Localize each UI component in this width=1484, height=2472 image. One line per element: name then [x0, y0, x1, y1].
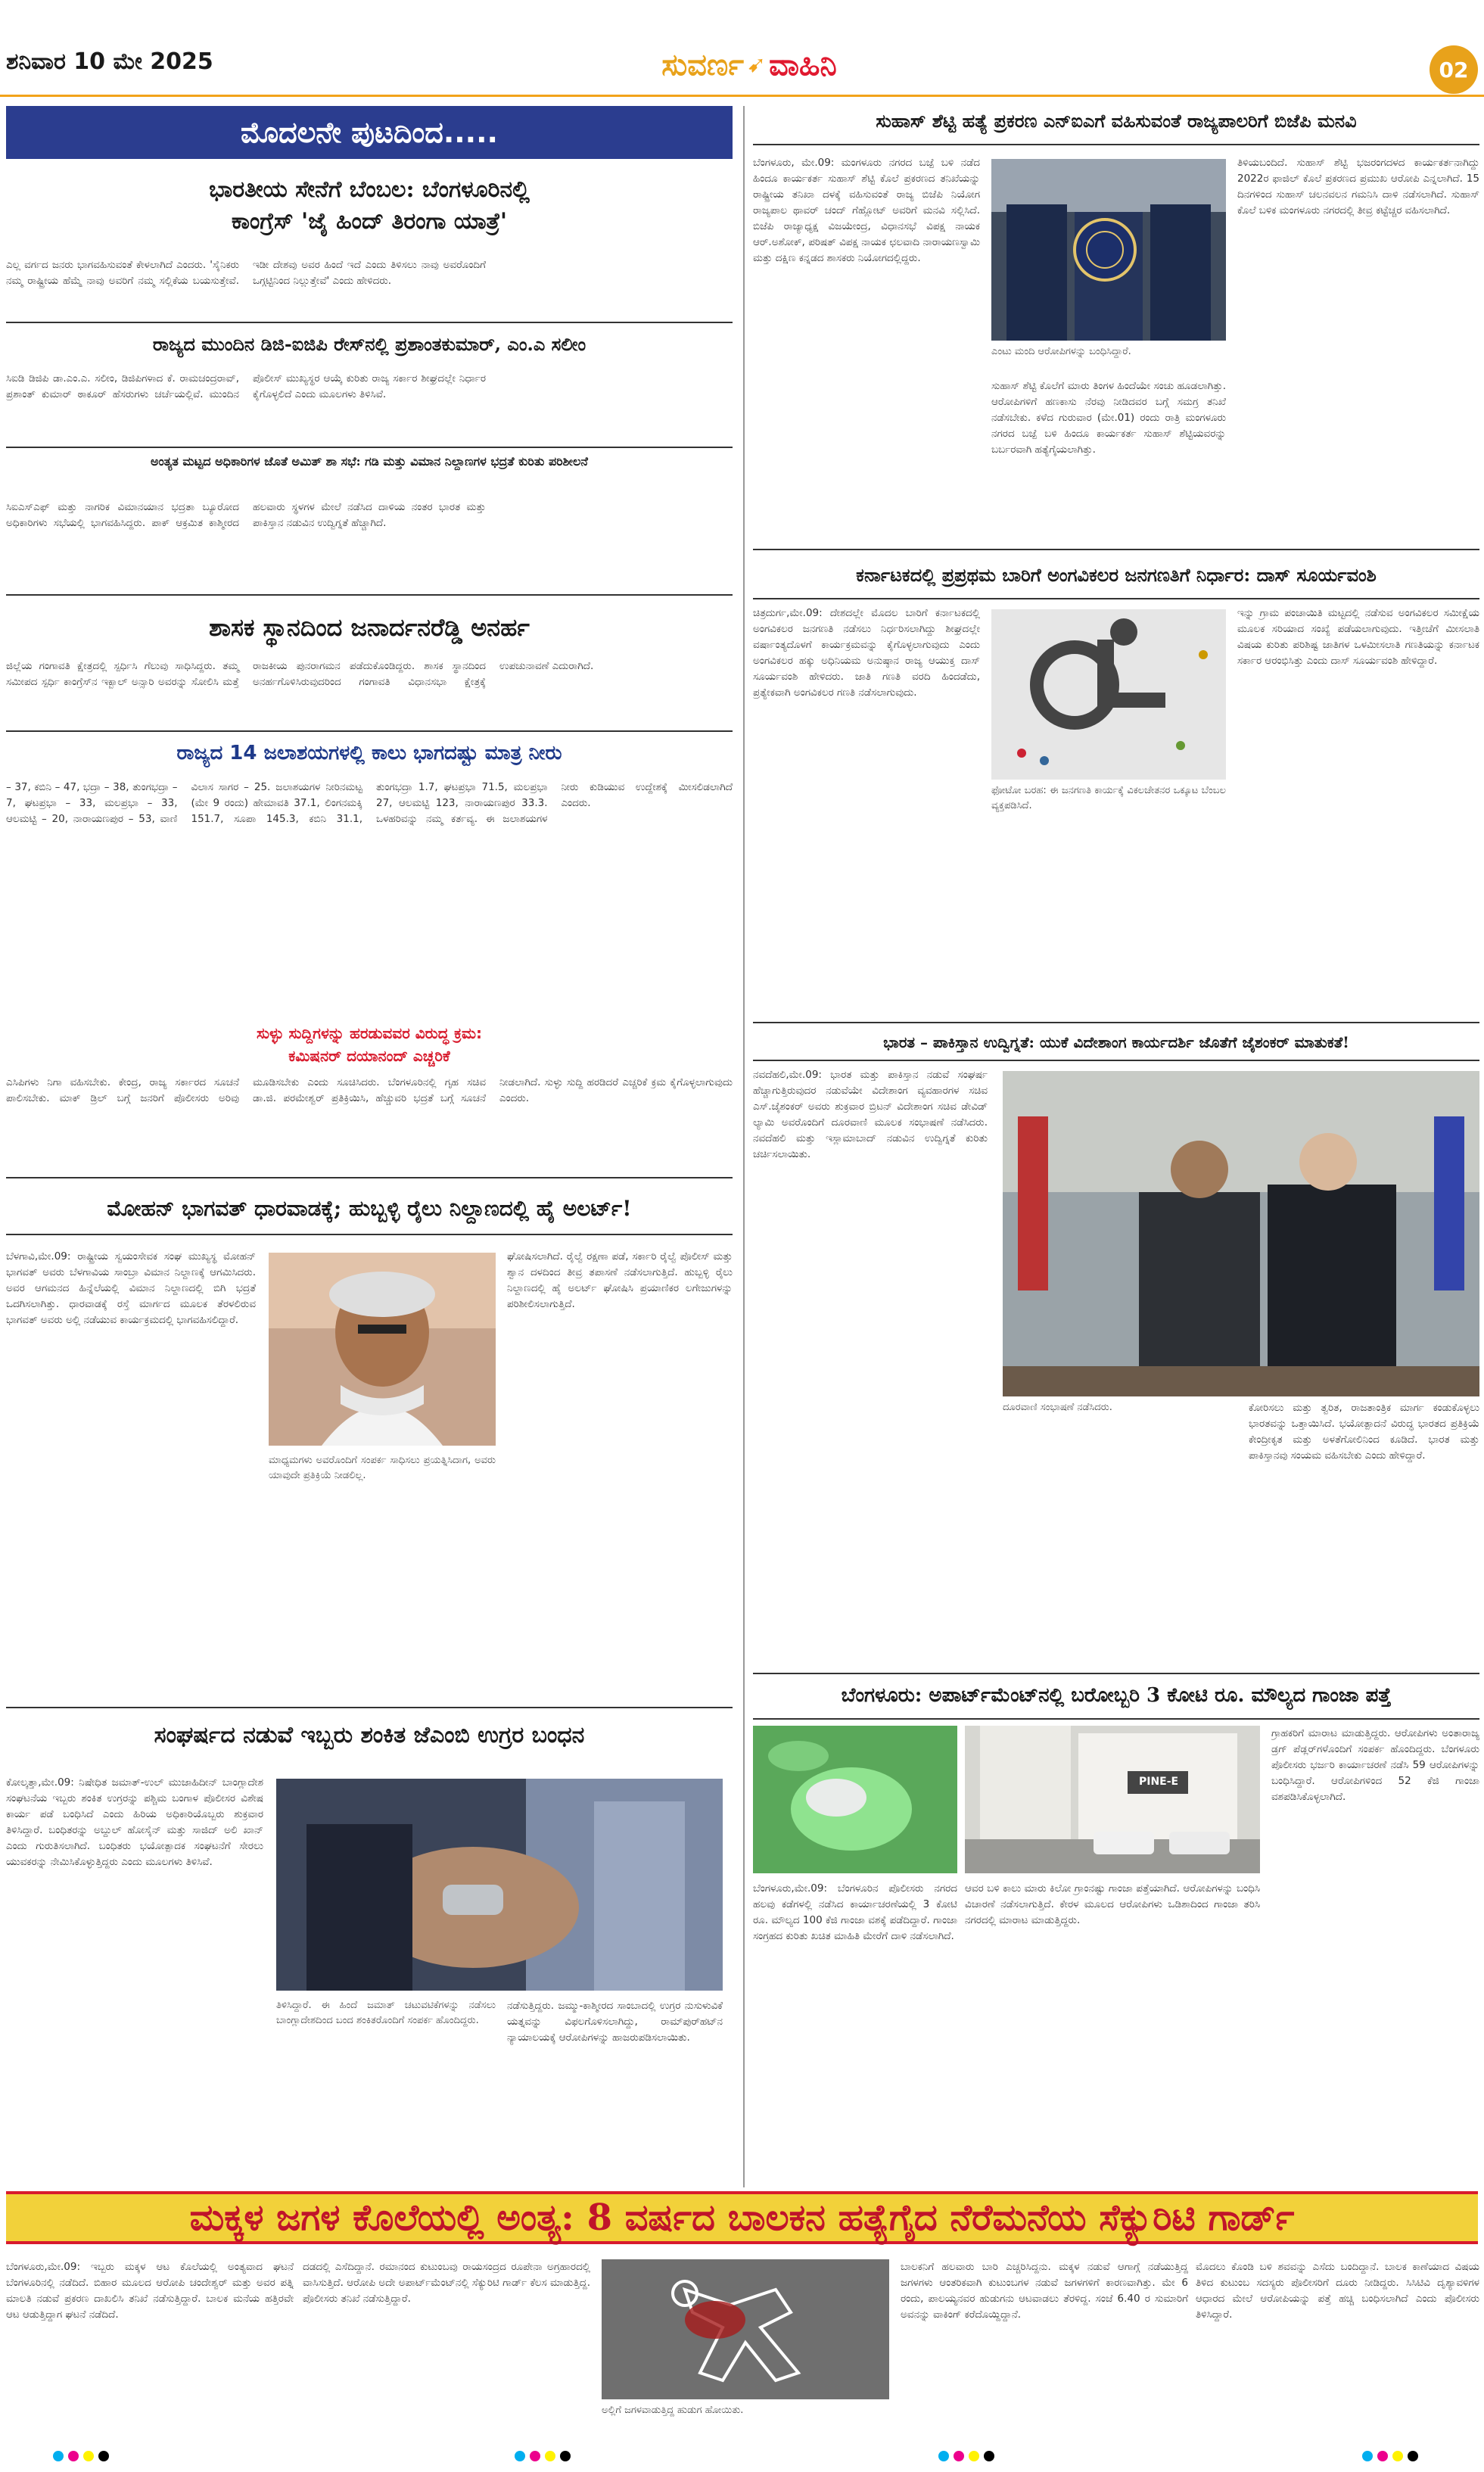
- story8-body-left: ಕೋಲ್ಕತ್ತಾ,ಮೇ.09: ನಿಷೇಧಿತ ಜಮಾತ್-ಉಲ್ ಮುಜಾಹಿದೀನ್ ಬಾಂಗ್ಲಾದೇಶ ಸಂಘಟನೆಯ ಇಬ್ಬರು ಶಂಕಿತ ಉಗ್ರರನ್ನು ಪಶ್ಚಿಮ ಬಂಗಾಳ ಪೊಲೀಸರ ವಿಶೇಷ ಕಾರ್ಯ ಪಡೆ ಬಂಧಿಸಿದೆ ಎಂದು ಹಿರಿಯ ಅಧಿಕಾರಿಯೊಬ್ಬರು ಶುಕ್ರವಾರ ತಿಳಿಸಿದ್ದಾರೆ. ಬಂಧಿತರನ್ನು ಅಬ್ದುಲ್ ಹೋಸೈನ್ ಮತ್ತು ಸಾಜಿದ್ ಅಲಿ ಖಾನ್ ಎಂದು ಗುರುತಿಸಲಾಗಿದೆ. ಬಂಧಿತರು ಭಯೋತ್ಪಾದಕ ಸಂಘಟನೆಗೆ ಸೇರಲು ಯುವಕರನ್ನು ನೇಮಿಸಿಕೊಳ್ಳುತ್ತಿದ್ದರು ಎಂದು ಮೂಲಗಳು ತಿಳಿಸಿವೆ.: [6, 1776, 263, 1868]
- registration-marks-center-left: [515, 2451, 571, 2461]
- bhagwat-photo: [269, 1253, 496, 1446]
- bottom-banner: [6, 2191, 1478, 2244]
- column-divider: [743, 106, 745, 2187]
- body-outline-icon: [602, 2259, 889, 2399]
- header-rule: [0, 95, 1484, 97]
- rstory1-headline: ಸುಹಾಸ್ ಶೆಟ್ಟಿ ಹತ್ಯೆ ಪ್ರಕರಣ ಎನ್‌ಐಎಗೆ ವಹಿಸುವಂತೆ ರಾಜ್ಯಪಾಲರಿಗೆ ಬಿಜೆಪಿ ಮನವಿ: [876, 110, 1357, 132]
- divider: [6, 1177, 733, 1178]
- handcuff-photo-icon: [276, 1779, 723, 1991]
- rstory4-body-left: ಬೆಂಗಳೂರು,ಮೇ.09: ಬೆಂಗಳೂರಿನ ಪೊಲೀಸರು ನಗರದ ಹಲವು ಕಡೆಗಳಲ್ಲಿ ನಡೆಸಿದ ಕಾರ್ಯಾಚರಣೆಯಲ್ಲಿ 3 ಕೋಟಿ ರೂ. ಮೌಲ್ಯದ 100 ಕೆಜಿ ಗಾಂಜಾ ವಶಕ್ಕೆ ಪಡೆದಿದ್ದಾರೆ. ಗಾಂಜಾ ಸಂಗ್ರಹದ ಕುರಿತು ಖಚಿತ ಮಾಹಿತಿ ಮೇರೆಗೆ ದಾಳಿ ನಡೆಸಲಾಗಿದೆ.: [753, 1882, 957, 1942]
- bottom-headline: ಮಕ್ಕಳ ಜಗಳ ಕೊಲೆಯಲ್ಲಿ ಅಂತ್ಯ: 8 ವರ್ಷದ ಬಾಲಕನ ಹತ್ಯೆಗೈದ ನೆರೆಮನೆಯ ಸೆಕ್ಯುರಿಟಿ ಗಾರ್ಡ್: [189, 2196, 1295, 2239]
- seized-drugs-icon: [753, 1726, 957, 1873]
- rstory4-headline: ಬೆಂಗಳೂರು: ಅಪಾರ್ಟ್‌ಮೆಂಟ್‌ನಲ್ಲಿ ಬರೋಬ್ಬರಿ 3 ಕೋಟಿ ರೂ. ಮೌಲ್ಯದ ಗಾಂಜಾ ಪತ್ತೆ: [841, 1684, 1392, 1707]
- story4-headline: ಶಾಸಕ ಸ್ಥಾನದಿಂದ ಜನಾರ್ದನರೆಡ್ಡಿ ಅನರ್ಹ: [209, 613, 530, 642]
- section-banner: ಮೊದಲನೇ ಪುಟದಿಂದ.....: [6, 106, 733, 159]
- story6-headline: ಸುಳ್ಳು ಸುದ್ದಿಗಳನ್ನು ಹರಡುವವರ ವಿರುದ್ಧ ಕ್ರಮ: ಕಮಿಷನರ್ ದಯಾನಂದ್ ಎಚ್ಚರಿಕೆ: [257, 1024, 482, 1065]
- divider: [6, 730, 733, 732]
- bhagwat-photo-icon: [269, 1253, 496, 1446]
- logo-text-part1: ಸುವರ್ಣ: [661, 46, 745, 83]
- divider: [6, 322, 733, 323]
- divider: [753, 1060, 1479, 1061]
- story7-body-left: ಬೆಳಗಾವಿ,ಮೇ.09: ರಾಷ್ಟ್ರೀಯ ಸ್ವಯಂಸೇವಕ ಸಂಘ ಮುಖ್ಯಸ್ಥ ಮೋಹನ್ ಭಾಗವತ್ ಅವರು ಬೆಳಗಾವಿಯ ಸಾಂಬ್ರಾ ವಿಮಾನ ನಿಲ್ದಾಣಕ್ಕೆ ಆಗಮಿಸಿದರು. ಅವರ ಆಗಮನದ ಹಿನ್ನೆಲೆಯಲ್ಲಿ ವಿಮಾನ ನಿಲ್ದಾಣದಲ್ಲಿ ಬಿಗಿ ಭದ್ರತೆ ಒದಗಿಸಲಾಗಿತ್ತು. ಧಾರವಾಡಕ್ಕೆ ರಸ್ತೆ ಮಾರ್ಗದ ಮೂಲಕ ತೆರಳಲಿರುವ ಭಾಗವತ್ ಅವರು ಅಲ್ಲಿ ನಡೆಯುವ ಕಾರ್ಯಕ್ರಮದಲ್ಲಿ ಭಾಗವಹಿಸಲಿದ್ದಾರೆ.: [6, 1250, 256, 1326]
- ganja-photo: [753, 1726, 957, 1873]
- bottom-col2: ದಡದಲ್ಲಿ ಎಸೆದಿದ್ದಾನೆ. ರಮಾನಂದ ಕುಟುಂಬವು ರಾಯಸಂದ್ರದ ರೂಪೇನಾ ಅಗ್ರಹಾರದಲ್ಲಿ ವಾಸಿಸುತ್ತಿದೆ. ಆರೋಪಿ ಅದೇ ಅಪಾರ್ಟ್‌ಮೆಂಟ್‌ನಲ್ಲಿ ಸೆಕ್ಯುರಿಟಿ ಗಾರ್ಡ್ ಕೆಲಸ ಮಾಡುತ್ತಿದ್ದ. ಪೊಲೀಸರು ತನಿಖೆ ನಡೆಸುತ್ತಿದ್ದಾರೆ.: [303, 2261, 590, 2305]
- story8-headline: ಸಂಘರ್ಷದ ನಡುವೆ ಇಬ್ಬರು ಶಂಕಿತ ಜೆಎಂಬಿ ಉಗ್ರರ ಬಂಧನ: [154, 1722, 585, 1748]
- rstory1-body-left: ಬೆಂಗಳೂರು, ಮೇ.09: ಮಂಗಳೂರು ನಗರದ ಬಜ್ಪೆ ಬಳಿ ನಡೆದ ಹಿಂದೂ ಕಾರ್ಯಕರ್ತ ಸುಹಾಸ್ ಶೆಟ್ಟಿ ಕೊಲೆ ಪ್ರಕರಣದ ತನಿಖೆಯನ್ನು ರಾಷ್ಟ್ರೀಯ ತನಿಖಾ ದಳಕ್ಕೆ ವಹಿಸುವಂತೆ ರಾಜ್ಯ ಬಿಜೆಪಿ ನಿಯೋಗ ರಾಜ್ಯಪಾಲ ಥಾವರ್ ಚಂದ್ ಗೆಹ್ಲೋಟ್ ಅವರಿಗೆ ಮನವಿ ಸಲ್ಲಿಸಿದೆ. ಬಿಜೆಪಿ ರಾಜ್ಯಾಧ್ಯಕ್ಷ ವಿಜಯೇಂದ್ರ, ವಿಧಾನಸಭೆ ವಿಪಕ್ಷ ನಾಯಕ ಆರ್.ಅಶೋಕ್, ಪರಿಷತ್ ವಿಪಕ್ಷ ನಾಯಕ ಛಲವಾದಿ ನಾರಾಯಣಸ್ವಾಮಿ ಮತ್ತು ದಕ್ಷಿಣ ಕನ್ನಡದ ಶಾಸಕರು ನಿಯೋಗದಲ್ಲಿದ್ದರು.: [753, 157, 980, 264]
- divider: [753, 1022, 1479, 1023]
- nia-photo: [991, 159, 1226, 341]
- divider: [6, 447, 733, 448]
- story7-body-right: ಘೋಷಿಸಲಾಗಿದೆ. ರೈಲ್ವೆ ರಕ್ಷಣಾ ಪಡೆ, ಸರ್ಕಾರಿ ರೈಲ್ವೆ ಪೊಲೀಸ್ ಮತ್ತು ಶ್ವಾನ ದಳದಿಂದ ತೀವ್ರ ತಪಾಸಣೆ ನಡೆಸಲಾಗುತ್ತಿದೆ. ಹುಬ್ಬಳ್ಳಿ ರೈಲು ನಿಲ್ದಾಣದಲ್ಲಿ ಹೈ ಅಲರ್ಟ್ ಘೋಷಿಸಿ ಪ್ರಯಾಣಿಕರ ಲಗೇಜುಗಳನ್ನು ಪರಿಶೀಲಿಸಲಾಗುತ್ತಿದೆ.: [507, 1250, 733, 1310]
- bottom-photo-caption: ಅಲ್ಲಿಗೆ ಜಗಳವಾಡುತ್ತಿದ್ದ ಹುಡುಗ ಹೋಯಿತು.: [602, 2405, 744, 2416]
- rstory2-body-left: ಚಿತ್ರದುರ್ಗ,ಮೇ.09: ದೇಶದಲ್ಲೇ ಮೊದಲ ಬಾರಿಗೆ ಕರ್ನಾಟಕದಲ್ಲಿ ಅಂಗವಿಕಲರ ಜನಗಣತಿ ನಡೆಸಲು ನಿರ್ಧರಿಸಲಾಗಿದ್ದು ಶೀಘ್ರದಲ್ಲೇ ವರ್ಷಾಂತ್ಯದೊಳಗೆ ಕಾರ್ಯಕ್ರಮವನ್ನು ಕೈಗೊಳ್ಳಲಾಗುವುದು ಎಂದು ಅಂಗವಿಕಲರ ಹಕ್ಕು ಅಧಿನಿಯಮ ಅನುಷ್ಠಾನ ರಾಜ್ಯ ಆಯುಕ್ತ ದಾಸ್ ಸೂರ್ಯವಂಶಿ ಹೇಳಿದರು. ಜಾತಿ ಗಣತಿ ವರದಿ ಹಿಂದಡೆದು, ಪ್ರತ್ಯೇಕವಾಗಿ ಅಂಗವಿಕಲರ ಗಣತಿ ನಡೆಸಲಾಗುವುದು.: [753, 607, 980, 699]
- page-number-badge: 02: [1430, 45, 1478, 94]
- divider: [6, 1707, 733, 1708]
- story3-body: ಸಿಐಎಸ್‌ಎಫ್ ಮತ್ತು ನಾಗರಿಕ ವಿಮಾನಯಾನ ಭದ್ರತಾ ಬ್ಯೂರೋದ ಅಧಿಕಾರಿಗಳು ಸಭೆಯಲ್ಲಿ ಭಾಗವಹಿಸಿದ್ದರು. ಪಾಕ್ ಆಕ್ರಮಿತ ಕಾಶ್ಮೀರದ ಹಲವಾರು ಸ್ಥಳಗಳ ಮೇಲೆ ನಡೆಸಿದ ದಾಳಿಯ ನಂತರ ಭಾರತ ಮತ್ತು ಪಾಕಿಸ್ತಾನ ನಡುವಿನ ಉದ್ವಿಗ್ನತೆ ಹೆಚ್ಚಾಗಿದೆ.: [6, 501, 486, 529]
- story4-body: ಜಿಲ್ಲೆಯ ಗಂಗಾವತಿ ಕ್ಷೇತ್ರದಲ್ಲಿ ಸ್ಪರ್ಧಿಸಿ ಗೆಲುವು ಸಾಧಿಸಿದ್ದರು. ತಮ್ಮ ಸಮೀಪದ ಸ್ಪರ್ಧಿ ಕಾಂಗ್ರೆಸ್‌ನ ಇಕ್ಬಾಲ್ ಅನ್ಸಾರಿ ಅವರನ್ನು ಸೋಲಿಸಿ ಮತ್ತೆ ರಾಜಕೀಯ ಪುನರಾಗಮನ ಪಡೆದುಕೊಂಡಿದ್ದರು. ಶಾಸಕ ಸ್ಥಾನದಿಂದ ಅನರ್ಹಗೊಳಿಸಿರುವುದರಿಂದ ಗಂಗಾವತಿ ವಿಧಾನಸಭಾ ಕ್ಷೇತ್ರಕ್ಕೆ ಉಪಚುನಾವಣೆ ಎದುರಾಗಿದೆ.: [6, 660, 594, 688]
- registration-marks-right: [1362, 2451, 1418, 2461]
- page-date: ಶನಿವಾರ 10 ಮೇ 2025: [6, 48, 213, 75]
- rstory2-headline: ಕರ್ನಾಟಕದಲ್ಲಿ ಪ್ರಪ್ರಥಮ ಬಾರಿಗೆ ಅಂಗವಿಕಲರ ಜನಗಣತಿಗೆ ನಿರ್ಧಾರ: ದಾಸ್ ಸೂರ್ಯವಂಶಿ: [856, 564, 1377, 586]
- story2-headline: ರಾಜ್ಯದ ಮುಂದಿನ ಡಿಜಿ-ಐಜಿಪಿ ರೇಸ್‌ನಲ್ಲಿ ಪ್ರಶಾಂತಕುಮಾರ್, ಎಂ.ಎ ಸಲೀಂ: [152, 333, 586, 355]
- bottom-col1: ಬೆಂಗಳೂರು,ಮೇ.09: ಇಬ್ಬರು ಮಕ್ಕಳ ಆಟ ಕೊಲೆಯಲ್ಲಿ ಅಂತ್ಯವಾದ ಘಟನೆ ಬೆಂಗಳೂರಿನಲ್ಲಿ ನಡೆದಿದೆ. ಬಿಹಾರ ಮೂಲದ ಆರೋಪಿ ಚಂದೇಶ್ವರ್ ಮತ್ತು ಅವರ ಪತ್ನಿ ಮಾಲತಿ ನಡುವೆ ಪ್ರಕರಣ ದಾಖಲಿಸಿ ತನಿಖೆ ನಡೆಸುತ್ತಿದ್ದಾರೆ. ಬಾಲಕ ಮನೆಯ ಹತ್ತಿರವೇ ಆಟ ಆಡುತ್ತಿದ್ದಾಗ ಘಟನೆ ನಡೆದಿದೆ.: [6, 2261, 294, 2321]
- rstory2-body-right: ಇನ್ನು ಗ್ರಾಮ ಪಂಚಾಯಿತಿ ಮಟ್ಟದಲ್ಲಿ ನಡೆಸುವ ಅಂಗವಿಕಲರ ಸಮೀಕ್ಷೆಯ ಮೂಲಕ ಸರಿಯಾದ ಸಂಖ್ಯೆ ಪಡೆಯಲಾಗುವುದು. ಇತ್ತೀಚೆಗೆ ಮೀಸಲಾತಿ ವಿಷಯ ಕುರಿತು ಪರಿಶಿಷ್ಟ ಜಾತಿಗಳ ಒಳಮೀಸಲಾತಿ ಗಣತಿಯನ್ನು ಕರ್ನಾಟಕ ಸರ್ಕಾರ ಆರಂಭಿಸಿತ್ತು ಎಂದು ದಾಸ್ ಸೂರ್ಯವಂಶಿ ಹೇಳಿದ್ದಾರೆ.: [1237, 607, 1479, 667]
- divider: [6, 594, 733, 596]
- wheelchair-crowd-icon: [991, 609, 1226, 780]
- rstory2-photo-caption: ಫೋಟೋ ಬರಹ: ಈ ಜನಗಣತಿ ಕಾರ್ಯಕ್ಕೆ ವಿಕಲಚೇತನರ ಒಕ್ಕೂಟ ಬೆಂಬಲ ವ್ಯಕ್ತಪಡಿಸಿದೆ.: [991, 785, 1226, 812]
- diplomats-meeting-icon: [1003, 1071, 1479, 1396]
- registration-marks-left: [53, 2451, 109, 2461]
- rstory1-body-right: ತಿಳಿಯಬಂದಿದೆ. ಸುಹಾಸ್ ಶೆಟ್ಟಿ ಭಜರಂಗದಳದ ಕಾರ್ಯಕರ್ತನಾಗಿದ್ದು 2022ರ ಫಾಜಿಲ್ ಕೊಲೆ ಪ್ರಕರಣದ ಪ್ರಮುಖ ಆರೋಪಿ ಎನ್ನಲಾಗಿದೆ. 15 ದಿನಗಳಿಂದ ಸುಹಾಸ್ ಚಲನವಲನ ಗಮನಿಸಿ ದಾಳಿ ನಡೆಸಲಾಗಿದೆ. ಸುಹಾಸ್ ಕೊಲೆ ಬಳಿಕ ಮಂಗಳೂರು ನಗರದಲ್ಲಿ ತೀವ್ರ ಕಟ್ಟೆಚ್ಚರ ವಹಿಸಲಾಗಿದೆ.: [1237, 157, 1479, 216]
- masthead-logo: [590, 42, 908, 87]
- crime-scene-photo: [602, 2259, 889, 2399]
- divider: [753, 1673, 1479, 1674]
- story8-photo-caption: ತಿಳಿಸಿದ್ದಾರೆ. ಈ ಹಿಂದೆ ಜಮಾತ್ ಚಟುವಟಿಕೆಗಳನ್ನು ನಡೆಸಲು ಬಾಂಗ್ಲಾದೇಶದಿಂದ ಬಂದ ಶಂಕಿತರೊಂದಿಗೆ ಸಂಪರ್ಕ ಹೊಂದಿದ್ದರು.: [276, 2000, 496, 2027]
- rstory3-body-right: ಕೋರಿಸಲು ಮತ್ತು ತ್ವರಿತ, ರಾಜತಾಂತ್ರಿಕ ಮಾರ್ಗ ಕಂಡುಕೊಳ್ಳಲು ಭಾರತವನ್ನು ಒತ್ತಾಯಿಸಿದೆ. ಭಯೋತ್ಪಾದನೆ ವಿರುದ್ಧ ಭಾರತದ ಪ್ರತಿಕ್ರಿಯೆ ಕೇಂದ್ರೀಕೃತ ಮತ್ತು ಅಳತೆಗೋಲಿನಿಂದ ಕೂಡಿದೆ. ಭಾರತ ಮತ್ತು ಪಾಕಿಸ್ತಾನವು ಸಂಯಮ ವಹಿಸಬೇಕು ಎಂದು ಹೇಳಿದ್ದಾರೆ.: [1249, 1402, 1479, 1462]
- divider: [6, 1234, 733, 1235]
- rstory3-body-left: ನವದೆಹಲಿ,ಮೇ.09: ಭಾರತ ಮತ್ತು ಪಾಕಿಸ್ತಾನ ನಡುವೆ ಸಂಘರ್ಷ ಹೆಚ್ಚಾಗುತ್ತಿರುವುದರ ನಡುವೆಯೇ ವಿದೇಶಾಂಗ ವ್ಯವಹಾರಗಳ ಸಚಿವ ಎಸ್.ಜೈಶಂಕರ್ ಅವರು ಶುಕ್ರವಾರ ಬ್ರಿಟನ್ ವಿದೇಶಾಂಗ ಸಚಿವ ಡೇವಿಡ್ ಲ್ಯಾಮಿ ಅವರೊಂದಿಗೆ ದೂರವಾಣಿ ಮೂಲಕ ಸಂಭಾಷಣೆ ನಡೆಸಿದರು. ನವದೆಹಲಿ ಮತ್ತು ಇಸ್ಲಾಮಾಬಾದ್ ನಡುವಿನ ಉದ್ವಿಗ್ನತೆ ಕುರಿತು ಚರ್ಚಿಸಲಾಯಿತು.: [753, 1069, 988, 1160]
- story7-headline: ಮೋಹನ್ ಭಾಗವತ್ ಧಾರವಾಡಕ್ಕೆ; ಹುಬ್ಬಳ್ಳಿ ರೈಲು ನಿಲ್ದಾಣದಲ್ಲಿ ಹೈ ಅಲರ್ಟ್!: [107, 1196, 632, 1221]
- story3-headline: ಅಂತ್ಯತ ಮಟ್ಟದ ಅಧಿಕಾರಿಗಳ ಜೊತೆ ಅಮಿತ್ ಶಾ ಸಭೆ: ಗಡಿ ಮತ್ತು ವಿಮಾನ ನಿಲ್ದಾಣಗಳ ಭದ್ರತೆ ಕುರಿತು ಪರಿಶೀಲನೆ: [151, 454, 588, 469]
- story1-body: ಎಲ್ಲ ವರ್ಗದ ಜನರು ಭಾಗವಹಿಸುವಂತೆ ಕೇಳಲಾಗಿದೆ ಎಂದರು. 'ಸೈನಿಕರು ನಮ್ಮ ರಾಷ್ಟ್ರೀಯ ಹೆಮ್ಮೆ ನಾವು ಅವರಿಗೆ ನಮ್ಮ ಸಲ್ಲಿಕೆಯ ಬಯಸುತ್ತೇವೆ. ಇಡೀ ದೇಶವು ಅವರ ಹಿಂದೆ ಇದೆ ಎಂದು ತಿಳಿಸಲು ನಾವು ಅವರೊಂದಿಗೆ ಒಗ್ಗಟ್ಟಿನಿಂದ ನಿಲ್ಲುತ್ತೇವೆ' ಎಂದು ಹೇಳಿದರು.: [6, 259, 486, 287]
- apartment-photo: [965, 1726, 1260, 1873]
- divider: [753, 1718, 1479, 1720]
- bottom-col3: ಬಾಲಕನಿಗೆ ಹಲವಾರು ಬಾರಿ ಎಚ್ಚರಿಸಿದ್ದನು. ಮಕ್ಕಳ ನಡುವೆ ಆಗಾಗ್ಗೆ ನಡೆಯುತ್ತಿದ್ದ ಜಗಳಗಳು ಆಂತರಿಕವಾಗಿ ಕುಟುಂಬಗಳ ನಡುವೆ ಜಗಳಗಳಿಗೆ ಕಾರಣವಾಗಿತ್ತು. ಮೇ 6 ರಂದು, ಪಾಲಯ್ಯನವರ ಹುಡುಗನು ಆಟವಾಡಲು ತೆರಳಿದ್ದ. ಸಂಜೆ 6.40 ರ ಸುಮಾರಿಗೆ ಅವನನ್ನು ವಾಕಿಂಗ್ ಕರೆದೊಯ್ದಿದ್ದಾನೆ.: [901, 2261, 1188, 2321]
- rstory3-photo-caption: ದೂರವಾಣಿ ಸಂಭಾಷಣೆ ನಡೆಸಿದರು.: [1003, 1402, 1112, 1413]
- disability-photo: [991, 609, 1226, 780]
- rstory1-body-mid: ಸುಹಾಸ್ ಶೆಟ್ಟಿ ಕೊಲೆಗೆ ಮಾರು ತಿಂಗಳ ಹಿಂದೆಯೇ ಸಂಚು ಹೂಡಲಾಗಿತ್ತು. ಆರೋಪಿಗಳಿಗೆ ಹಣಕಾಸು ನೆರವು ನೀಡಿದವರ ಬಗ್ಗೆ ಸಮಗ್ರ ತನಿಖೆ ನಡೆಸಬೇಕು. ಕಳೆದ ಗುರುವಾರ (ಮೇ.01) ರಂದು ರಾತ್ರಿ ಮಂಗಳೂರು ನಗರದ ಬಜ್ಪೆ ಬಳಿ ಹಿಂದೂ ಕಾರ್ಯಕರ್ತ ಸುಹಾಸ್ ಶೆಟ್ಟಿಯವರನ್ನು ಬರ್ಬರವಾಗಿ ಹತ್ಯೆಗೈಯಲಾಗಿತ್ತು.: [991, 380, 1226, 456]
- story5-headline: ರಾಜ್ಯದ 14 ಜಲಾಶಯಗಳಲ್ಲಿ ಕಾಲು ಭಾಗದಷ್ಟು ಮಾತ್ರ ನೀರು: [176, 742, 562, 764]
- divider: [753, 549, 1479, 550]
- jaishankar-photo: [1003, 1071, 1479, 1396]
- registration-marks-center-right: [938, 2451, 994, 2461]
- logo-bird-icon: ➹: [747, 51, 767, 78]
- apartment-building-icon: [965, 1726, 1260, 1873]
- rstory3-headline: ಭಾರತ – ಪಾಕಿಸ್ತಾನ ಉದ್ವಿಗ್ನತೆ: ಯುಕೆ ವಿದೇಶಾಂಗ ಕಾರ್ಯದರ್ಶಿ ಜೊತೆಗೆ ಜೈಶಂಕರ್ ಮಾತುಕತೆ!: [883, 1033, 1349, 1051]
- story5-body: – 37, ಕಬಿನಿ – 47, ಭದ್ರಾ – 38, ತುಂಗಭದ್ರಾ – 7, ಘಟಪ್ರಭಾ – 33, ಮಲಪ್ರಭಾ – 33, ಆಲಮಟ್ಟಿ – 20, ನಾರಾಯಣಪುರ – 53, ವಾಣಿ ವಿಲಾಸ ಸಾಗರ – 25. ಜಲಾಶಯಗಳ ನೀರಿನಮಟ್ಟ (ಮೇ 9 ರಂದು) ಹೇಮಾವತಿ 37.1, ಲಿಂಗನಮಕ್ಕಿ 151.7, ಸೂಪಾ 145.3, ಕಬಿನಿ 31.1, ತುಂಗಭದ್ರಾ 1.7, ಘಟಪ್ರಭಾ 71.5, ಮಲಪ್ರಭಾ 27, ಆಲಮಟ್ಟಿ 123, ನಾರಾಯಣಪುರ 33.3. ಒಳಹರಿವನ್ನು ನಮ್ಮ ಕರ್ತವ್ಯ. ಈ ಜಲಾಶಯಗಳ ನೀರು ಕುಡಿಯುವ ಉದ್ದೇಶಕ್ಕೆ ಮೀಸಲಿಡಲಾಗಿದೆ ಎಂದರು.: [6, 781, 733, 825]
- story1-headline: ಭಾರತೀಯ ಸೇನೆಗೆ ಬೆಂಬಲ: ಬೆಂಗಳೂರಿನಲ್ಲಿ ಕಾಂಗ್ರೆಸ್ 'ಜೈ ಹಿಂದ್ ತಿರಂಗಾ ಯಾತ್ರೆ': [209, 176, 530, 235]
- divider: [753, 598, 1479, 599]
- story2-body: ಸಿಐಡಿ ಡಿಜಿಪಿ ಡಾ.ಎಂ.ಎ. ಸಲೀಂ, ಡಿಜಿಪಿಗಳಾದ ಕೆ. ರಾಮಚಂದ್ರರಾವ್, ಪ್ರಶಾಂತ್ ಕುಮಾರ್ ಠಾಕೂರ್ ಹೆಸರುಗಳು ಚರ್ಚೆಯಲ್ಲಿವೆ. ಮುಂದಿನ ಪೊಲೀಸ್ ಮುಖ್ಯಸ್ಥರ ಆಯ್ಕೆ ಕುರಿತು ರಾಜ್ಯ ಸರ್ಕಾರ ಶೀಘ್ರದಲ್ಲೇ ನಿರ್ಧಾರ ಕೈಗೊಳ್ಳಲಿದೆ ಎಂದು ಮೂಲಗಳು ತಿಳಿಸಿವೆ.: [6, 372, 486, 400]
- divider: [753, 144, 1479, 145]
- building-sign: PINE-E: [1139, 1776, 1179, 1788]
- rstory4-body-mid: ಆವರ ಬಳಿ ಕಾಲು ಮಾರು ಕಿಲೋ ಗ್ರಾಂನಷ್ಟು ಗಾಂಜಾ ಪತ್ತೆಯಾಗಿದೆ. ಆರೋಪಿಗಳನ್ನು ಬಂಧಿಸಿ ವಿಚಾರಣೆ ನಡೆಸಲಾಗುತ್ತಿದೆ. ಕೇರಳ ಮೂಲದ ಆರೋಪಿಗಳು ಒಡಿಶಾದಿಂದ ಗಾಂಜಾ ತರಿಸಿ ನಗರದಲ್ಲಿ ಮಾರಾಟ ಮಾಡುತ್ತಿದ್ದರು.: [965, 1882, 1260, 1926]
- story6-body: ಎಸಿಪಿಗಳು ನಿಗಾ ವಹಿಸಬೇಕು. ಕೇಂದ್ರ, ರಾಜ್ಯ ಸರ್ಕಾರದ ಸೂಚನೆ ಪಾಲಿಸಬೇಕು. ಮಾಕ್ ಡ್ರಿಲ್ ಬಗ್ಗೆ ಜನರಿಗೆ ಪೊಲೀಸರು ಅರಿವು ಮೂಡಿಸಬೇಕು ಎಂದು ಸೂಚಿಸಿದರು. ಬೆಂಗಳೂರಿನಲ್ಲಿ ಗೃಹ ಸಚಿವ ಡಾ.ಜಿ. ಪರಮೇಶ್ವರ್ ಪ್ರತಿಕ್ರಿಯಿಸಿ, ಹೆಚ್ಚುವರಿ ಭದ್ರತೆ ಬಗ್ಗೆ ಸೂಚನೆ ನೀಡಲಾಗಿದೆ. ಸುಳ್ಳು ಸುದ್ದಿ ಹರಡಿದರೆ ಎಚ್ಚರಿಕೆ ಕ್ರಮ ಕೈಗೊಳ್ಳಲಾಗುವುದು ಎಂದರು.: [6, 1076, 733, 1104]
- logo-text-part2: ವಾಹಿನಿ: [769, 46, 837, 83]
- story7-photo-caption: ಮಾಧ್ಯಮಗಳು ಅವರೊಂದಿಗೆ ಸಂಪರ್ಕ ಸಾಧಿಸಲು ಪ್ರಯತ್ನಿಸಿದಾಗ, ಅವರು ಯಾವುದೇ ಪ್ರತಿಕ್ರಿಯೆ ನೀಡಲಿಲ್ಲ.: [269, 1455, 496, 1482]
- story8-body-right: ನಡೆಸುತ್ತಿದ್ದರು. ಜಮ್ಮು-ಕಾಶ್ಮೀರದ ಸಾಂಬಾದಲ್ಲಿ ಉಗ್ರರ ನುಸುಳುವಿಕೆ ಯತ್ನವನ್ನು ವಿಫಲಗೊಳಿಸಲಾಗಿದ್ದು, ರಾಮ್‌ಪುರ್‌ಹಟ್‌ನ ನ್ಯಾಯಾಲಯಕ್ಕೆ ಆರೋಪಿಗಳನ್ನು ಹಾಜರುಪಡಿಸಲಾಯಿತು.: [507, 2000, 723, 2044]
- arrest-photo: [276, 1779, 723, 1991]
- nia-officers-photo-icon: [991, 159, 1226, 341]
- rstory4-body-right: ಗ್ರಾಹಕರಿಗೆ ಮಾರಾಟ ಮಾಡುತ್ತಿದ್ದರು. ಆರೋಪಿಗಳು ಅಂತಾರಾಜ್ಯ ಡ್ರಗ್ ಪೆಡ್ಲರ್‌ಗಳೊಂದಿಗೆ ಸಂಪರ್ಕ ಹೊಂದಿದ್ದರು. ಬೆಂಗಳೂರು ಪೊಲೀಸರು ಭರ್ಜರಿ ಕಾರ್ಯಾಚರಣೆ ನಡೆಸಿ 59 ಆರೋಪಿಗಳನ್ನು ಬಂಧಿಸಿದ್ದಾರೆ. ಆರೋಪಿಗಳಿಂದ 52 ಕೆಜಿ ಗಾಂಜಾ ವಶಪಡಿಸಿಕೊಳ್ಳಲಾಗಿದೆ.: [1271, 1727, 1479, 1803]
- bottom-col4: ಮೊದಲು ಕೊಂಡಿ ಬಳಿ ಶವವನ್ನು ಎಸೆದು ಬಂದಿದ್ದಾನೆ. ಬಾಲಕ ಕಾಣೆಯಾದ ವಿಷಯ ತಿಳಿದ ಕುಟುಂಬ ಸದಸ್ಯರು ಪೊಲೀಸರಿಗೆ ದೂರು ನೀಡಿದ್ದರು. ಸಿಸಿಟಿವಿ ದೃಶ್ಯಾವಳಿಗಳ ಆಧಾರದ ಮೇಲೆ ಆರೋಪಿಯನ್ನು ಪತ್ತೆ ಹಚ್ಚಿ ಬಂಧಿಸಲಾಗಿದೆ ಎಂದು ಪೊಲೀಸರು ತಿಳಿಸಿದ್ದಾರೆ.: [1196, 2261, 1479, 2321]
- rstory1-photo-caption: ಎಂಟು ಮಂದಿ ಆರೋಪಿಗಳನ್ನು ಬಂಧಿಸಿದ್ದಾರೆ.: [991, 346, 1131, 357]
